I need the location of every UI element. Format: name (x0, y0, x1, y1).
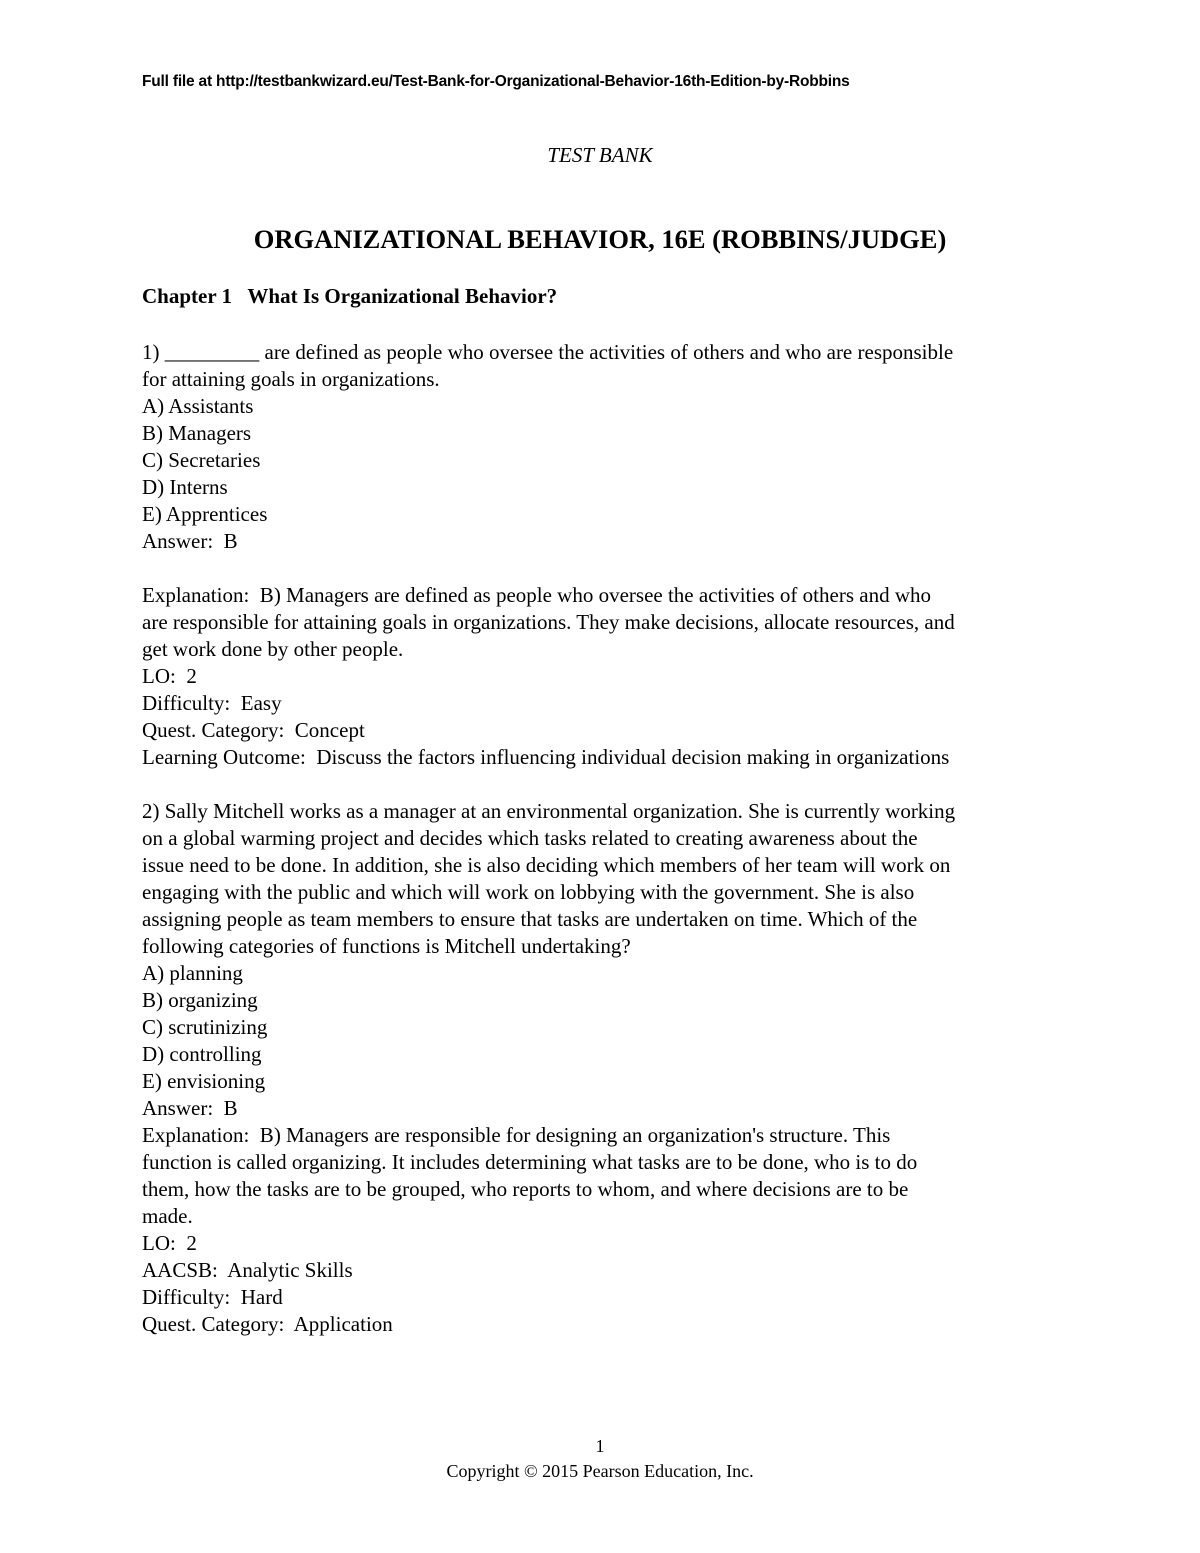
question-stem-line: following categories of functions is Mitchell undertaking? (142, 934, 631, 958)
question-2 (142, 798, 1062, 1338)
explanation-line: are responsible for attaining goals in organizations. They make decisions, allocate resources, and (142, 610, 955, 634)
explanation-line: them, how the tasks are to be grouped, who reports to whom, and where decisions are to be (142, 1177, 909, 1201)
questions-body (142, 339, 1062, 1338)
question-meta: AACSB: Analytic Skills (142, 1258, 353, 1282)
question-stem-line: issue need to be done. In addition, she is also deciding which members of her team will work on (142, 853, 951, 877)
explanation-line: Explanation: B) Managers are defined as people who oversee the activities of others and who (142, 583, 931, 607)
question-meta: LO: 2 (142, 1231, 197, 1255)
blank-line (142, 555, 1062, 582)
question-stem-line: assigning people as team members to ensure that tasks are undertaken on time. Which of the (142, 907, 918, 931)
question-meta: LO: 2 (142, 664, 197, 688)
question-meta: Difficulty: Easy (142, 691, 282, 715)
blank-line (142, 771, 1062, 798)
answer-option: B) Managers (142, 421, 252, 445)
page-number: 1 (595, 1436, 605, 1456)
copyright-notice: Copyright © 2015 Pearson Education, Inc. (446, 1461, 754, 1481)
explanation-line: Explanation: B) Managers are responsible for designing an organization's structure. This (142, 1123, 891, 1147)
chapter-title: Chapter 1 What Is Organizational Behavior? (142, 284, 558, 308)
question-stem-line: 2) Sally Mitchell works as a manager at an environmental organization. She is currently working (142, 799, 956, 823)
question-stem-line: on a global warming project and decides which tasks related to creating awareness about the (142, 826, 918, 850)
answer-option: D) controlling (142, 1042, 262, 1066)
question-meta: Quest. Category: Concept (142, 718, 365, 742)
answer-option: A) Assistants (142, 394, 254, 418)
answer-option: E) Apprentices (142, 502, 268, 526)
answer-key: Answer: B (142, 1096, 238, 1120)
answer-option: C) Secretaries (142, 448, 261, 472)
question-stem-line: for attaining goals in organizations. (142, 367, 440, 391)
question-stem-line: 1) _________ are defined as people who oversee the activities of others and who are responsible (142, 340, 954, 364)
question-meta: Quest. Category: Application (142, 1312, 393, 1336)
source-link[interactable]: Full file at http://testbankwizard.eu/Test-Bank-for-Organizational-Behavior-16th-Edition-by-Robbins (142, 73, 850, 90)
document-label: TEST BANK (547, 143, 653, 167)
answer-option: A) planning (142, 961, 243, 985)
answer-option: B) organizing (142, 988, 258, 1012)
question-meta: Learning Outcome: Discuss the factors influencing individual decision making in organizations (142, 745, 950, 769)
question-meta: Difficulty: Hard (142, 1285, 283, 1309)
answer-option: D) Interns (142, 475, 228, 499)
explanation-line: made. (142, 1204, 193, 1228)
explanation-line: function is called organizing. It includes determining what tasks are to be done, who is to do (142, 1150, 918, 1174)
answer-option: C) scrutinizing (142, 1015, 268, 1039)
document-title: ORGANIZATIONAL BEHAVIOR, 16E (ROBBINS/JUDGE) (253, 224, 947, 254)
question-1 (142, 339, 1062, 771)
answer-key: Answer: B (142, 529, 238, 553)
explanation-line: get work done by other people. (142, 637, 404, 661)
question-stem-line: engaging with the public and which will work on lobbying with the government. She is also (142, 880, 915, 904)
answer-option: E) envisioning (142, 1069, 266, 1093)
